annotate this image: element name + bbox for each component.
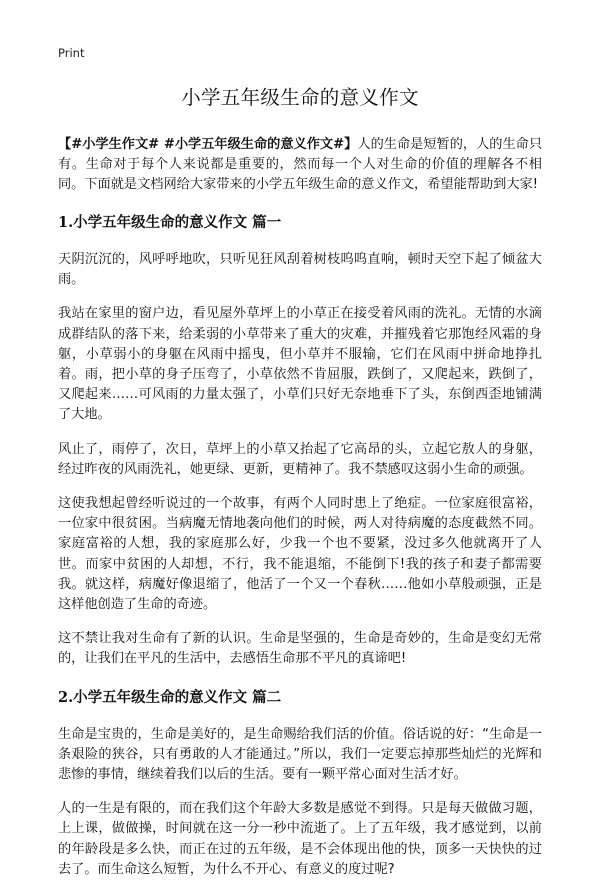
section-heading-1: 1.小学五年级生命的意义作文 篇一 — [58, 214, 282, 231]
paragraph: 这使我想起曾经听说过的一个故事，有两个人同时患上了绝症。一位家庭很富裕，一位家中很贫困。当病魔无情地袭向他们的时候，两人对待病魔的态度截然不同。家庭富裕的人想，我的家庭那么好，少我一个也不要紧，没过多久他就离开了人世。而家中贫困的人却想，不行，我不能退缩，不能倒下!我的孩子和妻子都需要我。就这样，病魔好像退缩了，他活了一个又一个春秋……他如小草般顽强，正是这样他创造了生命的奇迹。 — [58, 496, 542, 613]
intro-paragraph — [58, 135, 542, 195]
paragraph: 我站在家里的窗户边，看见屋外草坪上的小草正在接受着风雨的洗礼。无情的水滴成群结队的落下来，给柔弱的小草带来了重大的灾难，并摧残着它那饱经风霜的身躯，小草弱小的身躯在风雨中摇曳，但小草并不服输，它们在风雨中拼命地挣扎着。雨，把小草的身子压弯了，小草依然不肯屈服，跌倒了，又爬起来，跌倒了，又爬起来……可风雨的力量太强了，小草们只好无奈地垂下了头，东倒西歪地铺满了大地。 — [58, 306, 542, 423]
print-link[interactable]: Print — [58, 46, 85, 60]
paragraph: 这不禁让我对生命有了新的认识。生命是坚强的，生命是奇妙的，生命是变幻无常的，让我们在平凡的生活中，去感悟生命那不平凡的真谛吧! — [58, 631, 542, 667]
page-title: 小学五年级生命的意义作文 — [181, 86, 419, 109]
paragraph: 人的一生是有限的，而在我们这个年龄大多数是感觉不到得。只是每天做做习题，上上课，做做操，时间就在这一分一秒中流逝了。上了五年级，我才感觉到，以前的年龄段是多么快，而正在过的五年级，是不会体现出他的快，顶多一天快快的过去了。而生命这么短暂，为什么不开心、有意义的度过呢? — [58, 801, 542, 877]
section-heading-2: 2.小学五年级生命的意义作文 篇二 — [58, 688, 282, 706]
intro-text: 人的生命是短暂的，人的生命只有。生命对于每个人来说都是重要的，然而每一个人对生命的价值的理解各不相同。下面就是文档网给大家带来的小学五年级生命的意义作文，希望能帮助到大家! — [58, 137, 543, 192]
intro-tags: 【#小学生作文# #小学五年级生命的意义作文#】 — [58, 137, 358, 152]
paragraph: 天阴沉沉的，风呼呼地吹，只听见狂风刮着树枝呜呜直响，顿时天空下起了倾盆大雨。 — [58, 252, 542, 288]
paragraph: 风止了，雨停了，次日，草坪上的小草又抬起了它高昂的头，立起它敖人的身躯，经过昨夜的风雨洗礼，她更绿、更新，更精神了。我不禁感叹这弱小生命的顽强。 — [58, 441, 542, 477]
paragraph: 生命是宝贵的，生命是美好的，是生命赐给我们活的价值。俗话说的好：“生命是一条艰险的狭谷，只有勇敢的人才能通过。”所以，我们一定要忘掉那些灿烂的光辉和悲惨的事情，继续着我们以后的生活。要有一颗平常心面对生活才好。 — [58, 726, 542, 783]
